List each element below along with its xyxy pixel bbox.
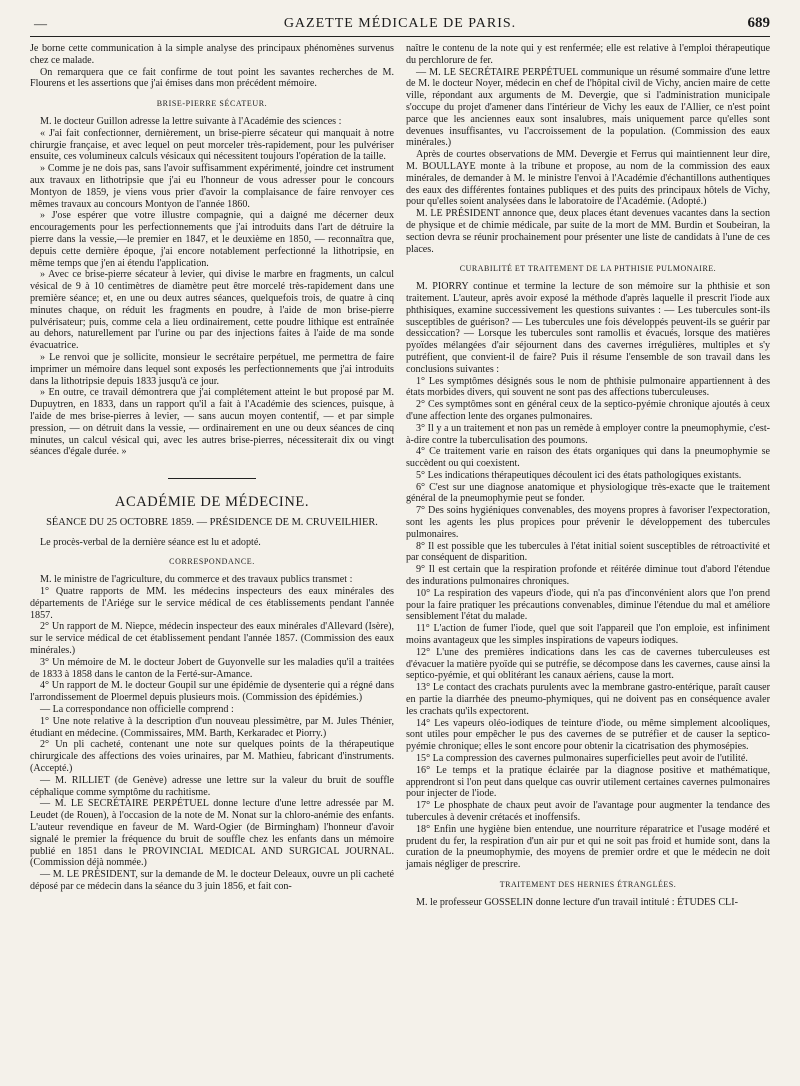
conclusion-item: 17° Le phosphate de chaux peut avoir de l'avantage pour augmenter la tendance des tubercules à devenir crétacés et inoffensifs.	[406, 800, 770, 823]
paragraph: — M. LE SECRÉTAIRE PERPÉTUEL communique un résumé sommaire d'une lettre de M. le docteur Noyer, médecin en chef de l'hôpital civil de Vichy, ancien maire de cette ville, répondant aux arguments de M. Devergie, que si l'administration municipale s'occupe du projet d'amener dans l'intérieur de Vichy les eaux de l'Allier, ce n'est point parce que les anciennes eaux sont insalubres, mais uniquement parce qu'elles sont devenues insuffisantes, vu l'accroissement de la population. (Commission des eaux minérales.)	[406, 66, 770, 149]
paragraph: Je borne cette communication à la simple analyse des principaux phénomènes survenus chez ce malade.	[30, 43, 394, 66]
list-item: 1° Une note relative à la description d'un nouveau plessimètre, par M. Jules Thénier, étudiant en médecine. (Commissaires, MM. Barth, Kerkaradec et Piorry.)	[30, 715, 394, 739]
section-heading: TRAITEMENT DES HERNIES ÉTRANGLÉES.	[499, 879, 677, 889]
academy-heading: ACADÉMIE DE MÉDECINE.	[114, 494, 310, 511]
section-divider	[168, 478, 256, 479]
section-heading: CURABILITÉ ET TRAITEMENT DE LA PHTHISIE PULMONAIRE.	[459, 264, 717, 274]
conclusion-item: 2° Ces symptômes sont en général ceux de la septico-pyémie chronique ajoutés à ceux d'une affection lente des organes pulmonaires.	[406, 399, 770, 422]
paragraph: » En outre, ce travail démontrera que j'ai complétement atteint le but proposé par M. Dupuytren, en 1833, dans un rapport qu'il a fait à l'Académie des sciences, puisque, à l'aide de mes brise-pierres à levier, — sans aucun moyen contentif, — et par simple pression, — on détruit dans la vessie, — ordinairement en une ou deux séances de cinq minutes, un calcul vésical qui, avec les autres brise-pierres, nécessiterait dix ou vingt séances d'égale durée. »	[30, 387, 394, 458]
conclusion-item: 13° Le contact des crachats purulents avec la membrane gastro-entérique, paraît causer en partie la diarrhée des pneumo-phymiques, qui ne doivent pas en conséquence avaler les crachats qu'ils expectorent.	[406, 682, 770, 717]
conclusion-item: 1° Les symptômes désignés sous le nom de phthisie pulmonaire appartiennent à des états morbides divers, qui souvent ne sont pas des affections tuberculeuses.	[406, 375, 770, 399]
conclusion-item: 6° C'est sur une diagnose anatomique et physiologique très-exacte que le traitement général de la pneumophymie peut se fonder.	[406, 481, 770, 505]
journal-title: GAZETTE MÉDICALE DE PARIS.	[283, 16, 517, 31]
conclusion-item: 18° Enfin une hygiène bien entendue, une nourriture réparatrice et l'usage modéré et prudent du fer, la respiration d'un air pur et qui ne soit pas froid et humide sont, dans la curation de la pneumophymie, des moyens de premier ordre et que le médecin ne doit jamais négliger de prescrire.	[406, 823, 770, 871]
paragraph: M. LE PRÉSIDENT annonce que, deux places étant devenues vacantes dans la section de physique et de chimie médicale, par suite de la mort de MM. Burdin et Soubeiran, la section devra se réunir prochainement pour présenter une liste de candidats à l'une de ces places.	[406, 208, 770, 255]
page-number: 689	[747, 15, 770, 31]
conclusion-item: 4° Ce traitement varie en raison des états organiques qui dans la pneumophymie se succèdent ou qui coexistent.	[406, 446, 770, 470]
conclusion-item: 7° Des soins hygiéniques convenables, des moyens propres à favoriser l'expectoration, sont les agents les plus propices pour prévenir le développement des tubercules pulmonaires.	[406, 505, 770, 540]
conclusion-item: 16° Le temps et la pratique éclairée par la diagnose positive et mathématique, apprendront si l'on peut dans quelque cas ouvrir utilement certaines cavernes pulmonaires pour injecter de l'iode.	[406, 764, 770, 800]
conclusion-item: 14° Les vapeurs oléo-iodiques de teinture d'iode, ou même simplement alcooliques, sont utiles pour empêcher le pus des cavernes de se putréfier et de causer la septico-pyémie chronique; elles le sont encore pour obtenir la cicatrisation des phymosépies.	[406, 717, 770, 753]
left-column	[30, 43, 394, 909]
header-left-mark: —	[34, 16, 47, 31]
paragraph: Le procès-verbal de la dernière séance est lu et adopté.	[40, 536, 261, 548]
right-column	[406, 43, 770, 909]
paragraph: « J'ai fait confectionner, dernièrement, un brise-pierre sécateur qui manquait à notre chirurgie française, et avec lequel on peut morceler très-rapidement, pour les pulvériser ensuite, ces volumineux calculs vésicaux qui nécessitent toujours l'opération de la taille.	[30, 127, 394, 163]
paragraph: » Avec ce brise-pierre sécateur à levier, qui divise le marbre en fragments, un calcul vésical de 9 à 10 centimètres de diamètre peut être morcelé très-rapidement dans une première séance; et, en une ou deux autres séances, quelquefois trois, de quatre à cinq minutes chaque, on réduit les fragments en poudre, à l'aide de mon brise-pierre pulvérisateur; puis, comme cela a lieu ordinairement, cette poudre lithique est entraînée au dehors, naturellement par l'urine ou par des injections faites à l'aide de ma sonde évacuatrice.	[30, 269, 394, 352]
paragraph: Après de courtes observations de MM. Devergie et Ferrus qui maintiennent leur dire, M. BOULLAYE monte à la tribune et propose, au nom de la commission des eaux minérales, de demander à M. le ministre l'envoi à l'Académie d'échantillons authentiques des eaux des différentes fontaines publiques et des puits des principaux hôtels de Vichy, pour qu'elles soient analysées dans le laboratoire de l'Académie. (Adopté.)	[406, 149, 770, 208]
paragraph: M. le professeur GOSSELIN donne lecture d'un travail intitulé : ÉTUDES CLI-	[416, 896, 738, 908]
session-line: SÉANCE DU 25 OCTOBRE 1859. — PRÉSIDENCE DE M. CRUVEILHIER.	[46, 516, 378, 528]
conclusion-item: 8° Il est possible que les tubercules à l'état initial soient susceptibles de rétroactivité et par conséquent de disparition.	[406, 540, 770, 564]
running-header	[30, 14, 770, 37]
paragraph: M. le docteur Guillon adresse la lettre suivante à l'Académie des sciences :	[40, 115, 342, 127]
paragraph: M. le ministre de l'agriculture, du commerce et des travaux publics transmet :	[40, 574, 353, 586]
paragraph: » Le renvoi que je sollicite, monsieur le secrétaire perpétuel, me permettra de faire imprimer un mémoire dans lequel sont exposés les perfectionnements que j'ai introduits dans la lithotripsie depuis 1833 jusqu'à ce jour.	[30, 351, 394, 387]
paragraph: » J'ose espérer que votre illustre compagnie, qui a daigné me décerner deux encouragements pour les perfectionnements que j'ai introduits dans l'art de détruire la pierre dans la vessie,—le premier en 1847, et le deuxième en 1850, — reconnaîtra que, depuis cette dernière époque, j'ai encore notablement perfectionné la lithotripsie, en même temps que j'en ai étendu l'application.	[30, 210, 394, 269]
two-column-body	[30, 43, 770, 909]
paragraph: naître le contenu de la note qui y est renfermée; elle est relative à l'emploi thérapeutique du perchlorure de fer.	[406, 43, 770, 66]
list-item: 2° Un pli cacheté, contenant une note sur quelques points de la thérapeutique chirurgicale des affections des voies urinaires, par M. Mathieu, fabricant d'instruments. (Accepté.)	[30, 739, 394, 775]
paragraph: On remarquera que ce fait confirme de tout point les savantes recherches de M. Flourens et les assertions que j'ai émises dans mon précédent mémoire.	[30, 66, 394, 90]
list-item: 3° Un mémoire de M. le docteur Jobert de Guyonvelle sur les maladies qu'il a traitées de 1833 à 1858 dans le canton de la Ferté-sur-Amance.	[30, 656, 394, 680]
list-item: 4° Un rapport de M. le docteur Goupil sur une épidémie de dysenterie qui a régné dans l'arrondissement de Ploermel depuis plusieurs mois. (Commission des épidémies.)	[30, 680, 394, 704]
paragraph: — M. LE PRÉSIDENT, sur la demande de M. le docteur Deleaux, ouvre un pli cacheté déposé par ce médecin dans la séance du 3 juin 1856, et fait con-	[30, 869, 394, 892]
conclusion-item: 9° Il est certain que la respiration profonde et réitérée diminue tout d'abord l'étendue des indurations pulmonaires chroniques.	[406, 564, 770, 588]
paragraph: » Comme je ne dois pas, sans l'avoir suffisamment expérimenté, joindre cet instrument aux travaux en lithotripsie que j'ai eu l'honneur de vous adresser pour le concours Montyon de 1859, je viens vous prier d'avoir la complaisance de faire renvoyer ces mêmes travaux au concours Montyon de l'année 1860.	[30, 163, 394, 210]
list-item: 1° Quatre rapports de MM. les médecins inspecteurs des eaux minérales des départements de l'Ariége sur le service médical de ces établissements pendant l'année 1857.	[30, 586, 394, 621]
conclusion-item: 11° L'action de fumer l'iode, quel que soit l'appareil que l'on emploie, est infiniment moins avantageux que les simples inspirations de vapeurs iodiques.	[406, 623, 770, 647]
paragraph: — La correspondance non officielle comprend :	[40, 704, 234, 716]
conclusion-item: 5° Les indications thérapeutiques découlent ici des états pathologiques existants.	[416, 469, 742, 481]
paragraph: — M. LE SECRÉTAIRE PERPÉTUEL donne lecture d'une lettre adressée par M. Leudet (de Rouen), à l'occasion de la note de M. Nonat sur la chloro-anémie des enfants. L'auteur revendique en faveur de M. Ward-Ogier (de Birmingham) l'honneur d'avoir signalé le premier la fréquence du bruit de souffle chez les enfants dans un mémoire publié en 1851 dans le PROVINCIAL MEDICAL AND SURGICAL JOURNAL. (Commission déjà nommée.)	[30, 798, 394, 869]
conclusion-item: 10° La respiration des vapeurs d'iode, qui n'a pas d'inconvénient alors que l'on prend pour la faire pratiquer les précautions convenables, diminue l'étendue du mal et améliore sensiblement l'état du malade.	[406, 587, 770, 623]
paragraph: — M. RILLIET (de Genève) adresse une lettre sur la valeur du bruit de souffle céphalique comme symptôme du rachitisme.	[30, 774, 394, 798]
section-heading: CORRESPONDANCE.	[169, 557, 255, 567]
paragraph: M. PIORRY continue et termine la lecture de son mémoire sur la phthisie et son traitement. L'auteur, après avoir exposé la méthode d'après laquelle il prescrit l'iode aux phthisiques, examine successivement les questions suivantes : — Les tubercules sont-ils susceptibles de guérison? — Les tubercules une fois développés peuvent-ils se guérir par dessiccation? — Lorsque les tubercules sont ramollis et évacués, lorsque des matières pyoïdes mélangées d'air séjournent dans des cavernes irrégulières, multiples et s'y putréfient, que convient-il de faire? Puis il résume l'ensemble de son travail dans les conclusions suivantes :	[406, 281, 770, 375]
conclusion-item: 15° La compression des cavernes pulmonaires superficielles peut avoir de l'utilité.	[416, 753, 748, 765]
conclusion-item: 12° L'une des premières indications dans les cas de cavernes tuberculeuses est d'évacuer la matière pyoïde qui se putréfie, se décompose dans les cavernes, cause ainsi la septico-pyémie, et qui oblitérant les canaux aériens, cause la mort.	[406, 646, 770, 682]
conclusion-item: 3° Il y a un traitement et non pas un remède à employer contre la pneumophymie, c'est-à-dire contre la tuberculisation des poumons.	[406, 422, 770, 446]
section-heading: BRISE-PIERRE SÉCATEUR.	[156, 99, 268, 109]
list-item: 2° Un rapport de M. Niepce, médecin inspecteur des eaux minérales d'Allevard (Isère), sur le service médical de cet établissement pendant l'année 1857. (Commission des eaux minérales.)	[30, 621, 394, 657]
